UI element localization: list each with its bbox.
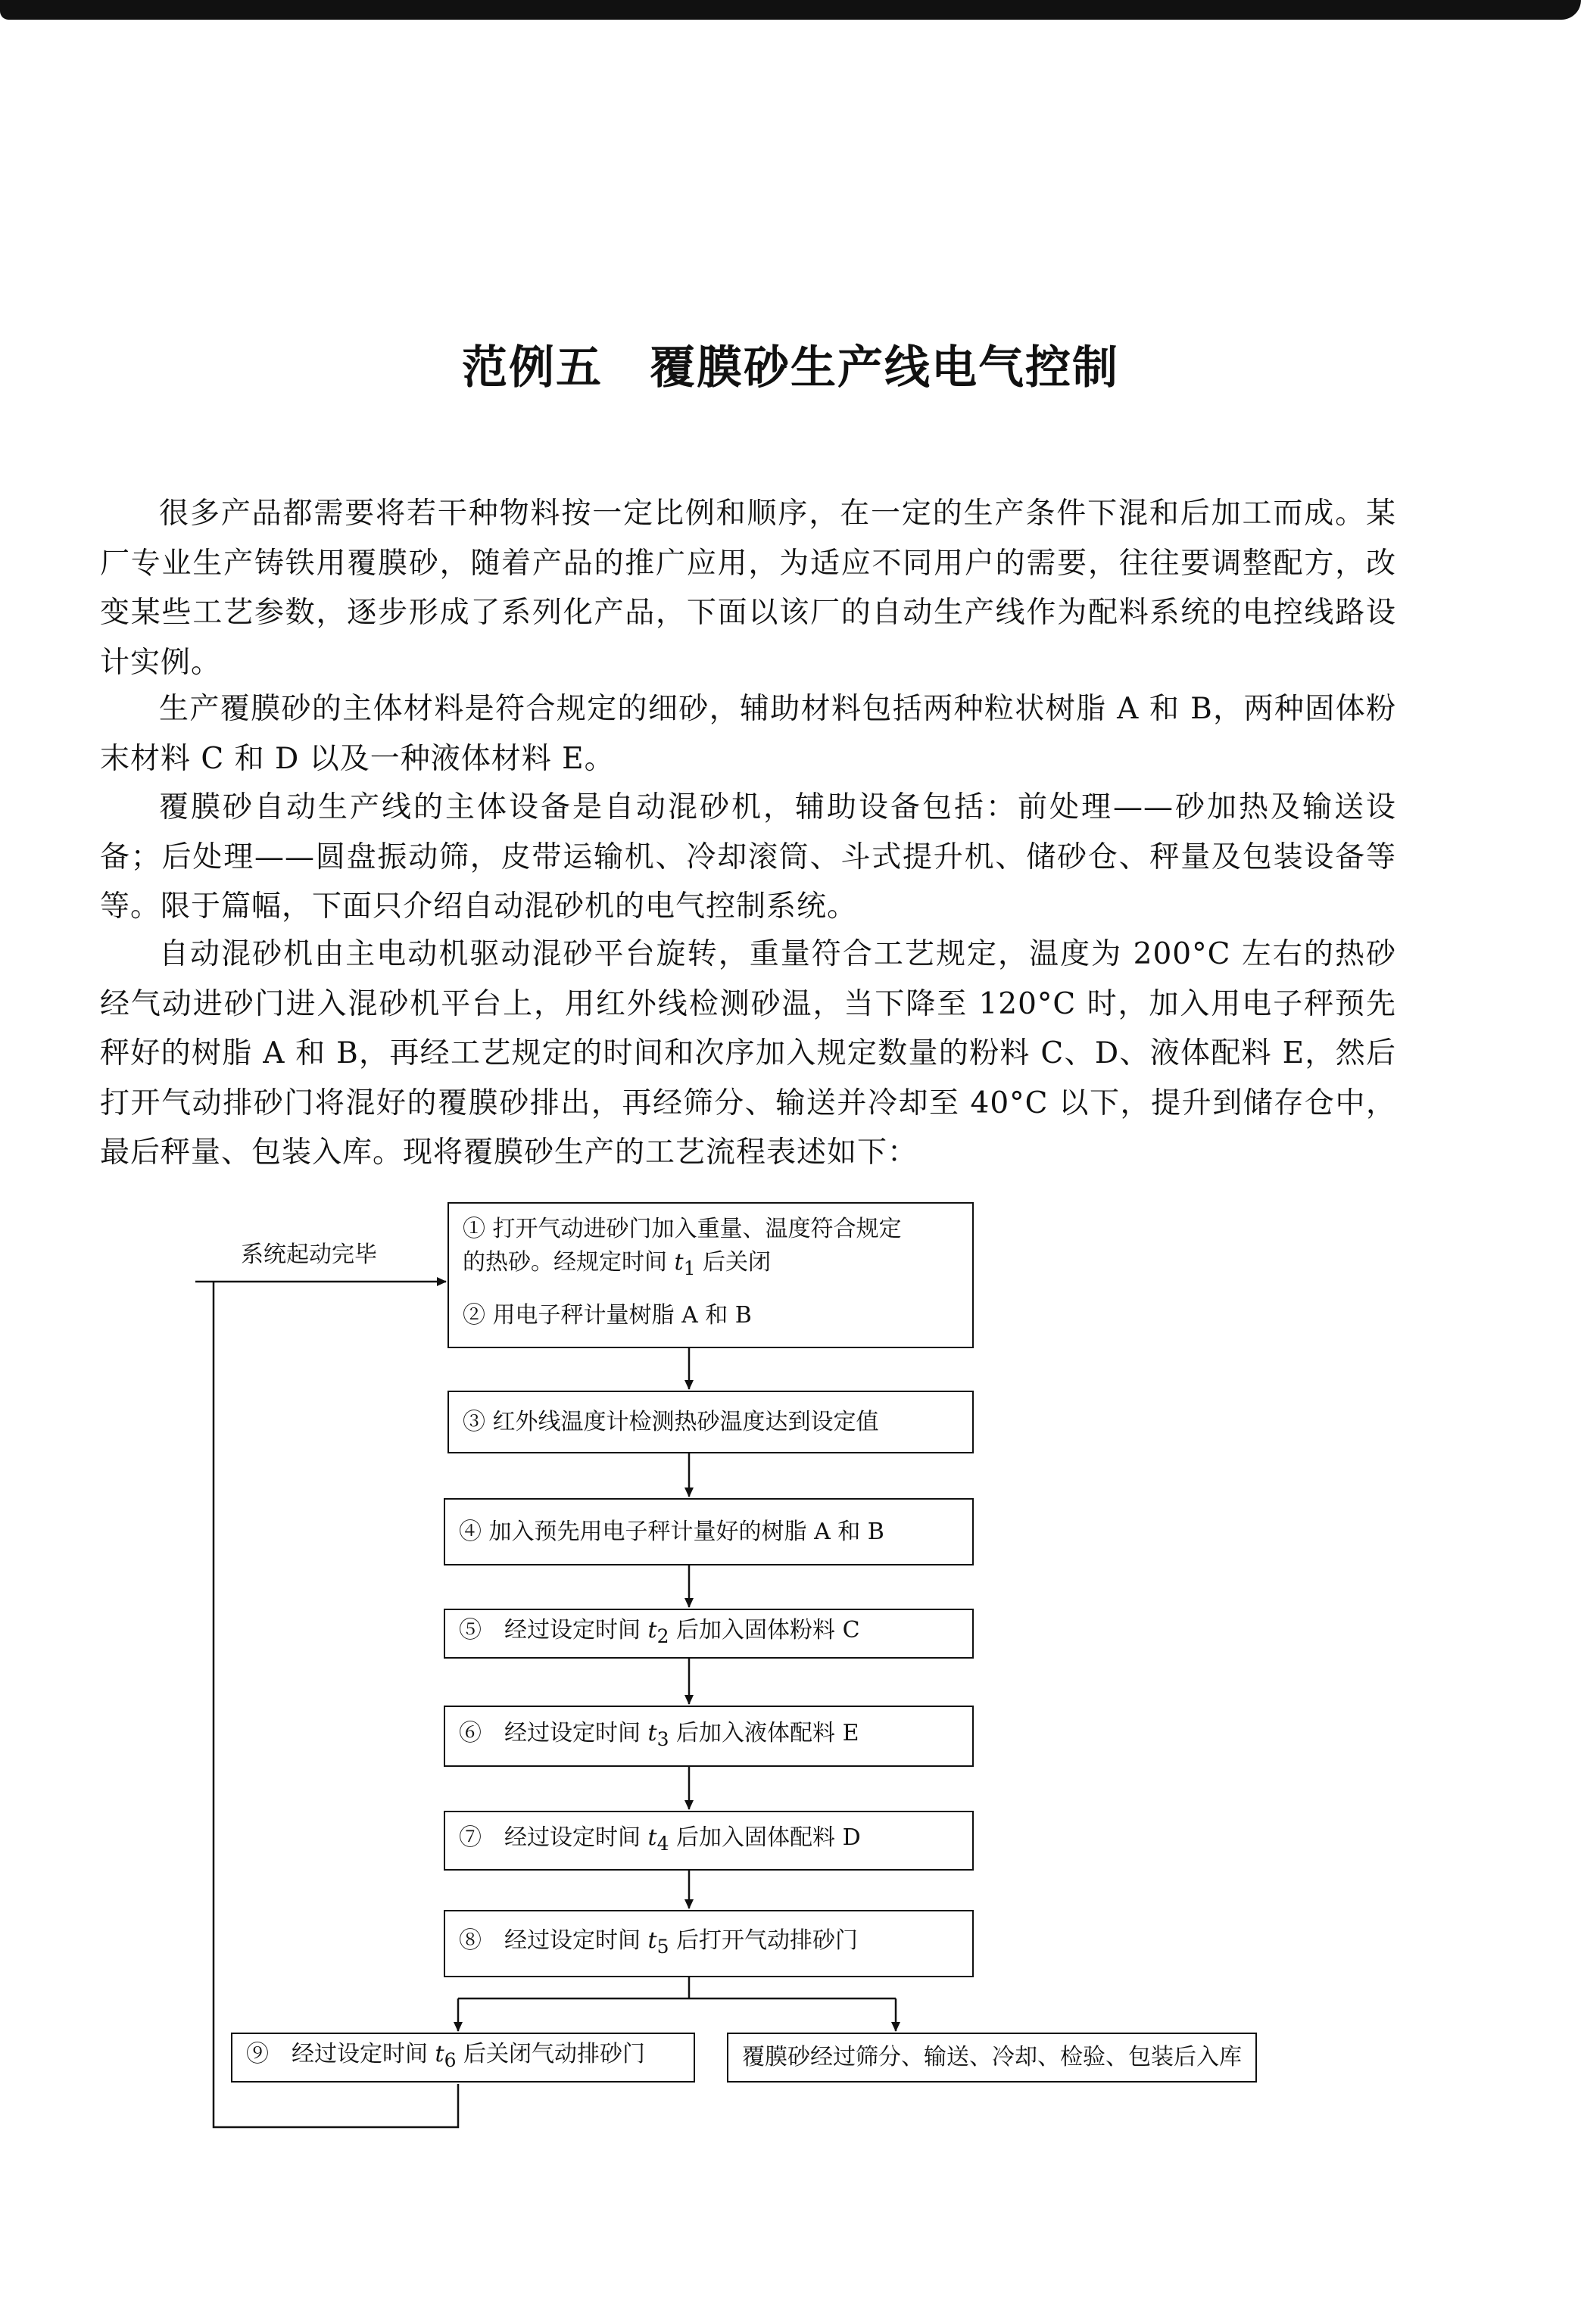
paragraph-4: 自动混砂机由主电动机驱动混砂平台旋转，重量符合工艺规定，温度为 200°C 左右的热砂经气动进砂门进入混砂机平台上，用红外线检测砂温，当下降至 120°C 时，加入用电子秤预先秤好的树脂 A 和 B，再经工艺规定的时间和次序加入规定数量的粉料 C、D、液体配料 E，然后打开气动排砂门将混好的覆膜砂排出，再经筛分、输送并冷却至 40°C 以下，提升到储存仓中，最后秤量、包装入库。现将覆膜砂生产的工艺流程表述如下： xyxy=(100,937,1396,1170)
flow-step-3: ③ 红外线温度计检测热砂温度达到设定值 xyxy=(447,1391,974,1453)
step1-line1: ① 打开气动进砂门加入重量、温度符合规定 xyxy=(463,1216,902,1242)
start-label: 系统起动完毕 xyxy=(241,1241,377,1268)
paragraph-1: 很多产品都需要将若干种物料按一定比例和顺序，在一定的生产条件下混和后加工而成。某厂专业生产铸铁用覆膜砂，随着产品的推广应用，为适应不同用户的需要，往往要调整配方，改变某些工艺参数，逐步形成了系列化产品，下面以该厂的自动生产线作为配料系统的电控线路设计实例。 xyxy=(100,497,1396,680)
paragraph-2: 生产覆膜砂的主体材料是符合规定的细砂，辅助材料包括两种粒状树脂 A 和 B，两种固体粉末材料 C 和 D 以及一种液体材料 E。 xyxy=(100,692,1396,776)
flow-step-9: ⑨ 经过设定时间 $t_6$ 后关闭气动排砂门 xyxy=(231,2033,695,2083)
paragraph-3: 覆膜砂自动生产线的主体设备是自动混砂机，辅助设备包括：前处理——砂加热及输送设备；后处理——圆盘振动筛，皮带运输机、冷却滚筒、斗式提升机、储砂仓、秤量及包装设备等等。限于篇幅，下面只介绍自动混砂机的电气控制系统。 xyxy=(100,790,1396,924)
flow-step-6: ⑥ 经过设定时间 $t_3$ 后加入液体配料 E xyxy=(444,1706,974,1767)
flow-final-step: 覆膜砂经过筛分、输送、冷却、检验、包装后入库 xyxy=(727,2033,1257,2083)
flow-step-4: ④ 加入预先用电子秤计量好的树脂 A 和 B xyxy=(444,1498,974,1565)
page-title: 范例五 覆膜砂生产线电气控制 xyxy=(462,341,1119,394)
flow-step-1-2 xyxy=(447,1202,974,1348)
scan-top-border xyxy=(0,0,1581,20)
flow-step-8: ⑧ 经过设定时间 $t_5$ 后打开气动排砂门 xyxy=(444,1910,974,1977)
flow-step-7: ⑦ 经过设定时间 $t_4$ 后加入固体配料 D xyxy=(444,1811,974,1871)
step2-line: ② 用电子秤计量树脂 A 和 B xyxy=(463,1302,752,1329)
flow-step-5: ⑤ 经过设定时间 $t_2$ 后加入固体粉料 C xyxy=(444,1609,974,1659)
step1-line2: 的热砂。经规定时间 $t_1$ 后关闭 xyxy=(463,1249,772,1279)
loop-back-line xyxy=(214,1282,458,2127)
